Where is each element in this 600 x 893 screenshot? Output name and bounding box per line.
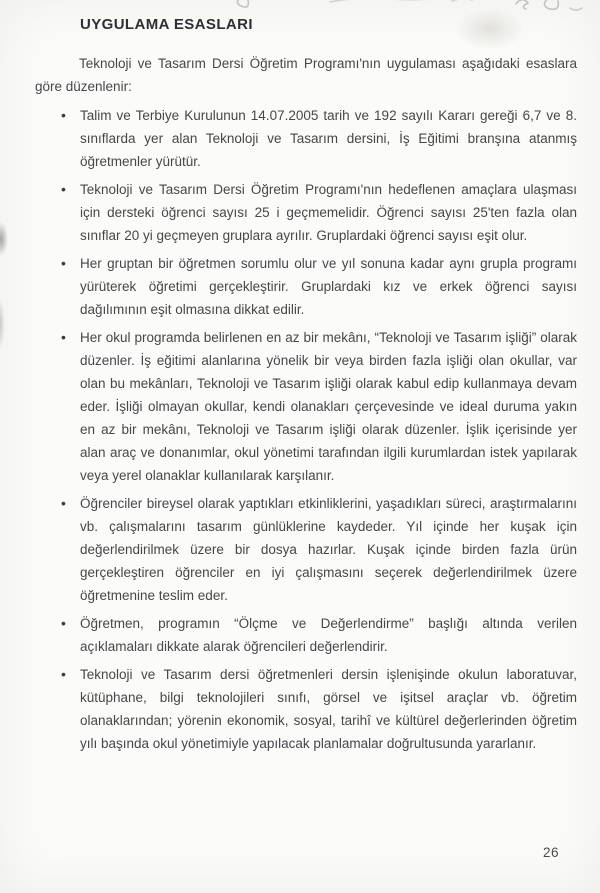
bullet-list [61,104,577,760]
bullet-text: Her gruptan bir öğretmen sorumlu olur ve yıl sonuna kadar aynı grupla programı yürüterek öğretimi gerçekleştirir. Gruplardaki kız ve erkek öğrenci sayısı dağılımının eşit olmasına dikkat edilir. [80,256,577,317]
bullet-marker: • [61,666,66,682]
intro-paragraph: Teknoloji ve Tasarım Dersi Öğretim Programı'nın uygulaması aşağıdaki esaslara göre düzenlenir: [35,56,577,94]
bullet-text: Öğretmen, programın “Ölçme ve Değerlendirme” başlığı altında verilen açıklamaları dikkate alarak öğrencileri değerlendirir. [80,616,577,654]
scan-edge-mark [0,298,5,350]
bullet-marker: • [61,615,66,631]
bullet-text: Her okul programda belirlenen en az bir mekânı, “Teknoloji ve Tasarım işliği” olarak düzenler. İş eğitimi alanlarına yönelik bir veya birden fazla işliği olan okullar, var olan bu mekânları, Teknoloji ve Tasarım işliği olarak kabul edip kullanmaya devam eder. İşliği olmayan okullar, kendi olanakları çerçevesinde ve ideal duruma yakın en az bir mekânı, Teknoloji ve Tasarım işliği olarak düzenler. İşlik içerisinde yer alan araç ve donanımlar, okul yönetimi tarafından ilgili kurumlardan istek yapılarak veya yerel olanaklar kullanılarak karşılanır. [80,330,577,483]
bullet-item [61,104,577,173]
scan-edge-mark [0,222,8,256]
bullet-item [61,178,577,247]
scan-smudge [455,8,525,50]
bullet-marker: • [61,107,66,123]
bullet-marker: • [61,255,66,271]
bullet-item [61,326,577,487]
bullet-marker: • [61,181,66,197]
bullet-text: Teknoloji ve Tasarım Dersi Öğretim Programı'nın hedeflenen amaçlara ulaşması için dersteki öğrenci sayısı 25 i geçmemelidir. Öğrenci sayısı 25'ten fazla olan sınıflar 20 yi geçmeyen gruplara ayrılır. Gruplardaki öğrenci sayısı eşit olur. [80,182,577,243]
bullet-item [61,252,577,321]
page-title: UYGULAMA ESASLARI [80,16,253,33]
bullet-item [61,663,577,755]
bullet-item [61,492,577,607]
bullet-text: Teknoloji ve Tasarım dersi öğretmenleri dersin işlenişinde okulun laboratuvar, kütüphane, bilgi teknolojileri sınıfı, görsel ve işitsel araçlar vb. öğretim olanaklarından; yörenin ekonomik, sosyal, tarihî ve kültürel değerlerinden öğretim yılı başında okul yönetimiyle yapılacak planlamalar doğrultusunda yararlanır. [80,667,577,751]
bullet-text: Öğrenciler bireysel olarak yaptıkları etkinliklerini, yaşadıkları süreci, araştırmalarını vb. çalışmalarını tasarım günlüklerine kaydeder. Yıl içinde her kuşak için değerlendirilmek üzere bir dosya hazırlar. Kuşak içinde birden fazla ürün gerçekleştiren öğrenciler en iyi çalışmasını seçerek değerlendirilmek üzere öğretmenine teslim eder. [80,496,577,603]
page-number: 26 [543,845,560,860]
bullet-marker: • [61,329,66,345]
bullet-item [61,612,577,658]
bullet-marker: • [61,495,66,511]
bullet-text: Talim ve Terbiye Kurulunun 14.07.2005 tarih ve 192 sayılı Kararı gereği 6,7 ve 8. sınıflarda yer alan Teknoloji ve Tasarım dersini, İş Eğitimi branşına atanmış öğretmenler yürütür. [80,108,577,169]
